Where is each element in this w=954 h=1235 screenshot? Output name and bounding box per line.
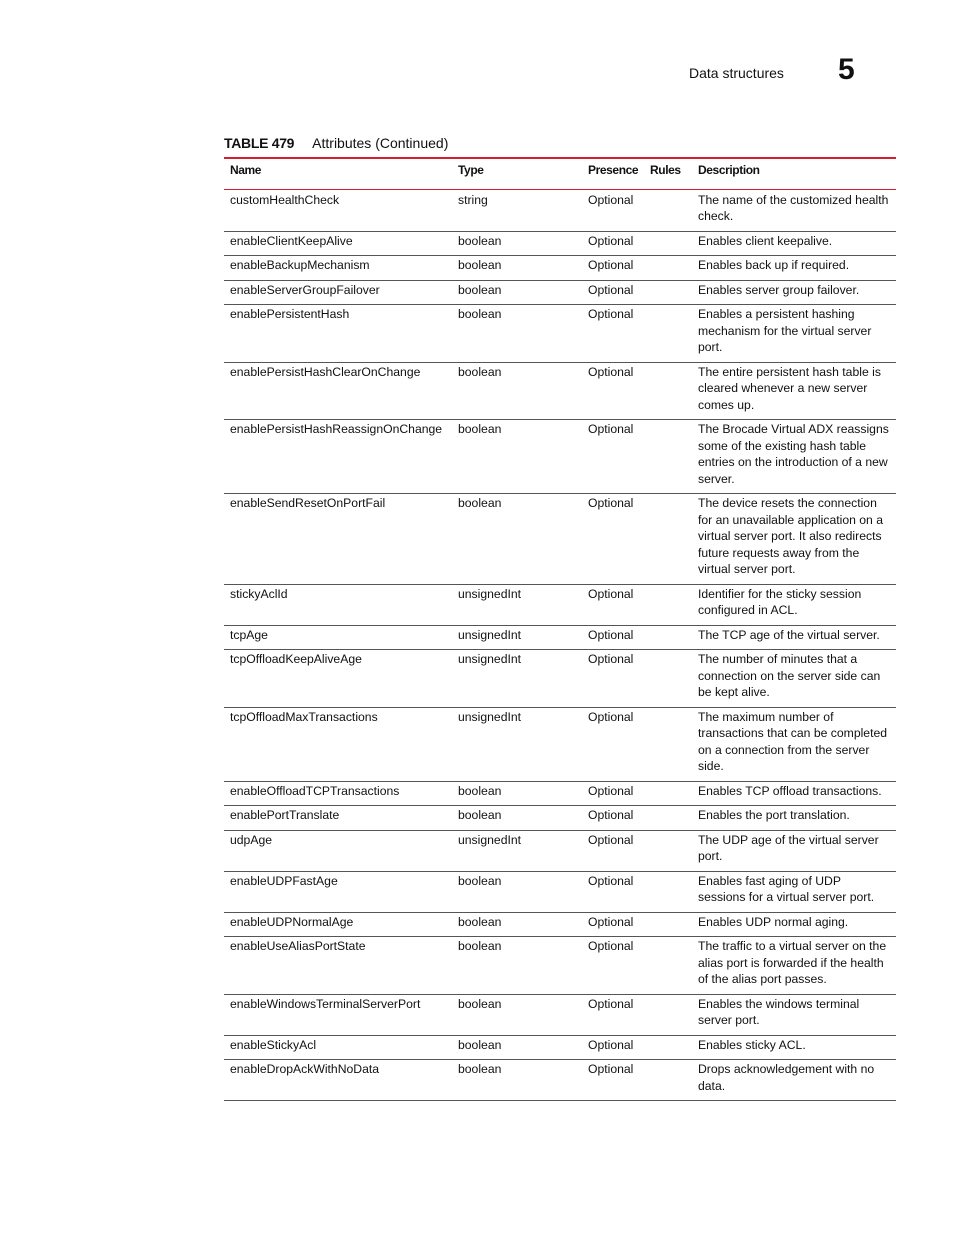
cell-rules	[644, 584, 692, 625]
cell-presence: Optional	[588, 709, 634, 724]
cell-rules	[644, 625, 692, 650]
cell-presence: Optional	[588, 1037, 634, 1052]
table-row	[224, 584, 896, 625]
cell-description: The number of minutes that a connection on the server side can be kept alive.	[698, 652, 881, 699]
table-row	[224, 707, 896, 781]
cell-type: boolean	[458, 233, 502, 248]
cell-description: The Brocade Virtual ADX reassigns some of the existing hash table entries on the introduction of a new server.	[698, 422, 889, 486]
cell-type: unsignedInt	[458, 652, 522, 666]
cell-rules	[644, 420, 692, 494]
cell-type: boolean	[458, 307, 502, 321]
cell-rules	[644, 256, 692, 281]
table-caption	[224, 135, 448, 151]
cell-name: tcpOffloadMaxTransactions	[230, 709, 378, 724]
cell-name: enableServerGroupFailover	[230, 282, 380, 297]
table-header-row	[224, 158, 896, 189]
table-caption-label: TABLE 479	[224, 135, 295, 151]
table-row	[224, 1060, 896, 1101]
table-row	[224, 420, 896, 494]
column-header-description: Description	[698, 163, 760, 177]
cell-description: Enables the port translation.	[698, 808, 850, 822]
table-row	[224, 362, 896, 420]
cell-name: enableDropAckWithNoData	[230, 1062, 380, 1076]
table-row	[224, 806, 896, 831]
table-row	[224, 189, 896, 231]
cell-rules	[644, 280, 692, 305]
cell-name: customHealthCheck	[230, 192, 340, 207]
table-row	[224, 650, 896, 708]
cell-type: boolean	[458, 783, 502, 798]
cell-rules	[644, 707, 692, 781]
cell-type: unsignedInt	[458, 627, 522, 642]
cell-description: Drops acknowledgement with no data.	[698, 1062, 875, 1093]
table-row	[224, 494, 896, 585]
cell-name: tcpOffloadKeepAliveAge	[230, 652, 362, 666]
cell-description: The traffic to a virtual server on the alias port is forwarded if the health of the alias port passes.	[698, 939, 887, 986]
cell-presence: Optional	[588, 192, 634, 207]
cell-type: boolean	[458, 422, 502, 436]
cell-description: Enables back up if required.	[698, 258, 850, 272]
cell-presence: Optional	[588, 282, 634, 297]
cell-rules	[644, 1035, 692, 1060]
cell-type: string	[458, 192, 488, 207]
cell-description: The UDP age of the virtual server port.	[698, 832, 879, 863]
table-row	[224, 280, 896, 305]
cell-presence: Optional	[588, 873, 634, 888]
cell-type: boolean	[458, 1037, 502, 1052]
cell-description: Enables the windows terminal server port.	[698, 996, 860, 1027]
cell-rules	[644, 189, 692, 231]
cell-name: enableWindowsTerminalServerPort	[230, 996, 421, 1011]
cell-type: boolean	[458, 258, 502, 272]
cell-description: Enables sticky ACL.	[698, 1037, 806, 1052]
cell-name: enableOffloadTCPTransactions	[230, 783, 400, 798]
table-row	[224, 1035, 896, 1060]
cell-name: udpAge	[230, 832, 273, 847]
cell-name: enableUDPFastAge	[230, 873, 338, 888]
cell-type: boolean	[458, 808, 502, 822]
column-header-presence: Presence	[588, 163, 639, 177]
cell-name: enableStickyAcl	[230, 1037, 317, 1052]
cell-presence: Optional	[588, 307, 634, 321]
cell-description: The entire persistent hash table is cleared whenever a new server comes up.	[698, 364, 881, 412]
cell-type: boolean	[458, 914, 502, 929]
cell-presence: Optional	[588, 233, 634, 248]
cell-type: unsignedInt	[458, 832, 522, 847]
cell-presence: Optional	[588, 914, 634, 929]
cell-presence: Optional	[588, 586, 634, 601]
table-row	[224, 625, 896, 650]
cell-presence: Optional	[588, 627, 634, 642]
cell-description: Enables UDP normal aging.	[698, 914, 849, 929]
cell-rules	[644, 1060, 692, 1101]
cell-presence: Optional	[588, 422, 634, 436]
column-header-type: Type	[458, 163, 484, 177]
table-row	[224, 871, 896, 912]
cell-rules	[644, 937, 692, 995]
column-header-name: Name	[230, 163, 262, 177]
cell-description: Enables TCP offload transactions.	[698, 783, 882, 798]
cell-name: enableSendResetOnPortFail	[230, 496, 386, 510]
cell-type: boolean	[458, 996, 502, 1011]
cell-type: boolean	[458, 1062, 502, 1076]
cell-name: enableUseAliasPortState	[230, 939, 366, 953]
cell-description: The device resets the connection for an unavailable application on a virtual server port. It also redirects future requests away from the virtual server port.	[698, 496, 883, 576]
cell-name: enablePersistHashClearOnChange	[230, 364, 421, 379]
table-row	[224, 231, 896, 256]
cell-rules	[644, 305, 692, 363]
cell-description: Enables fast aging of UDP sessions for a virtual server port.	[698, 873, 875, 904]
cell-name: enableBackupMechanism	[230, 258, 370, 272]
cell-rules	[644, 806, 692, 831]
cell-description: The name of the customized health check.	[698, 192, 889, 223]
cell-presence: Optional	[588, 808, 634, 822]
cell-type: boolean	[458, 282, 502, 297]
table-row	[224, 830, 896, 871]
cell-name: tcpAge	[230, 627, 268, 642]
cell-type: boolean	[458, 364, 502, 379]
cell-name: stickyAclId	[230, 586, 288, 601]
cell-presence: Optional	[588, 832, 634, 847]
cell-rules	[644, 494, 692, 585]
cell-rules	[644, 830, 692, 871]
cell-description: The maximum number of transactions that can be completed on a connection from the server side.	[698, 709, 888, 773]
attributes-table	[224, 157, 896, 1101]
cell-type: unsignedInt	[458, 709, 522, 724]
table-row	[224, 994, 896, 1035]
cell-rules	[644, 781, 692, 806]
cell-description: Enables server group failover.	[698, 282, 860, 297]
cell-rules	[644, 231, 692, 256]
cell-presence: Optional	[588, 496, 634, 510]
table-body	[224, 189, 896, 1101]
cell-description: Enables client keepalive.	[698, 233, 833, 248]
cell-rules	[644, 871, 692, 912]
cell-description: The TCP age of the virtual server.	[698, 627, 880, 642]
cell-description: Identifier for the sticky session configured in ACL.	[698, 586, 862, 617]
cell-name: enablePersistentHash	[230, 307, 350, 321]
cell-presence: Optional	[588, 652, 634, 666]
cell-presence: Optional	[588, 783, 634, 798]
table-row	[224, 937, 896, 995]
table-row	[224, 912, 896, 937]
table-caption-title: Attributes (Continued)	[312, 135, 449, 151]
cell-presence: Optional	[588, 996, 634, 1011]
cell-rules	[644, 994, 692, 1035]
cell-presence: Optional	[588, 939, 634, 953]
cell-name: enablePortTranslate	[230, 808, 340, 822]
cell-rules	[644, 912, 692, 937]
section-title: Data structures	[689, 65, 784, 81]
cell-name: enableUDPNormalAge	[230, 914, 354, 929]
table-row	[224, 305, 896, 363]
cell-type: boolean	[458, 939, 502, 953]
table-row	[224, 256, 896, 281]
column-header-rules: Rules	[650, 163, 681, 177]
chapter-number: 5	[838, 53, 855, 86]
cell-type: boolean	[458, 496, 502, 510]
cell-description: Enables a persistent hashing mechanism for the virtual server port.	[698, 307, 872, 354]
cell-type: boolean	[458, 873, 502, 888]
table-row	[224, 781, 896, 806]
cell-rules	[644, 362, 692, 420]
cell-name: enablePersistHashReassignOnChange	[230, 422, 443, 436]
cell-rules	[644, 650, 692, 708]
cell-presence: Optional	[588, 1062, 634, 1076]
cell-name: enableClientKeepAlive	[230, 233, 353, 248]
cell-presence: Optional	[588, 364, 634, 379]
cell-presence: Optional	[588, 258, 634, 272]
cell-type: unsignedInt	[458, 586, 522, 601]
